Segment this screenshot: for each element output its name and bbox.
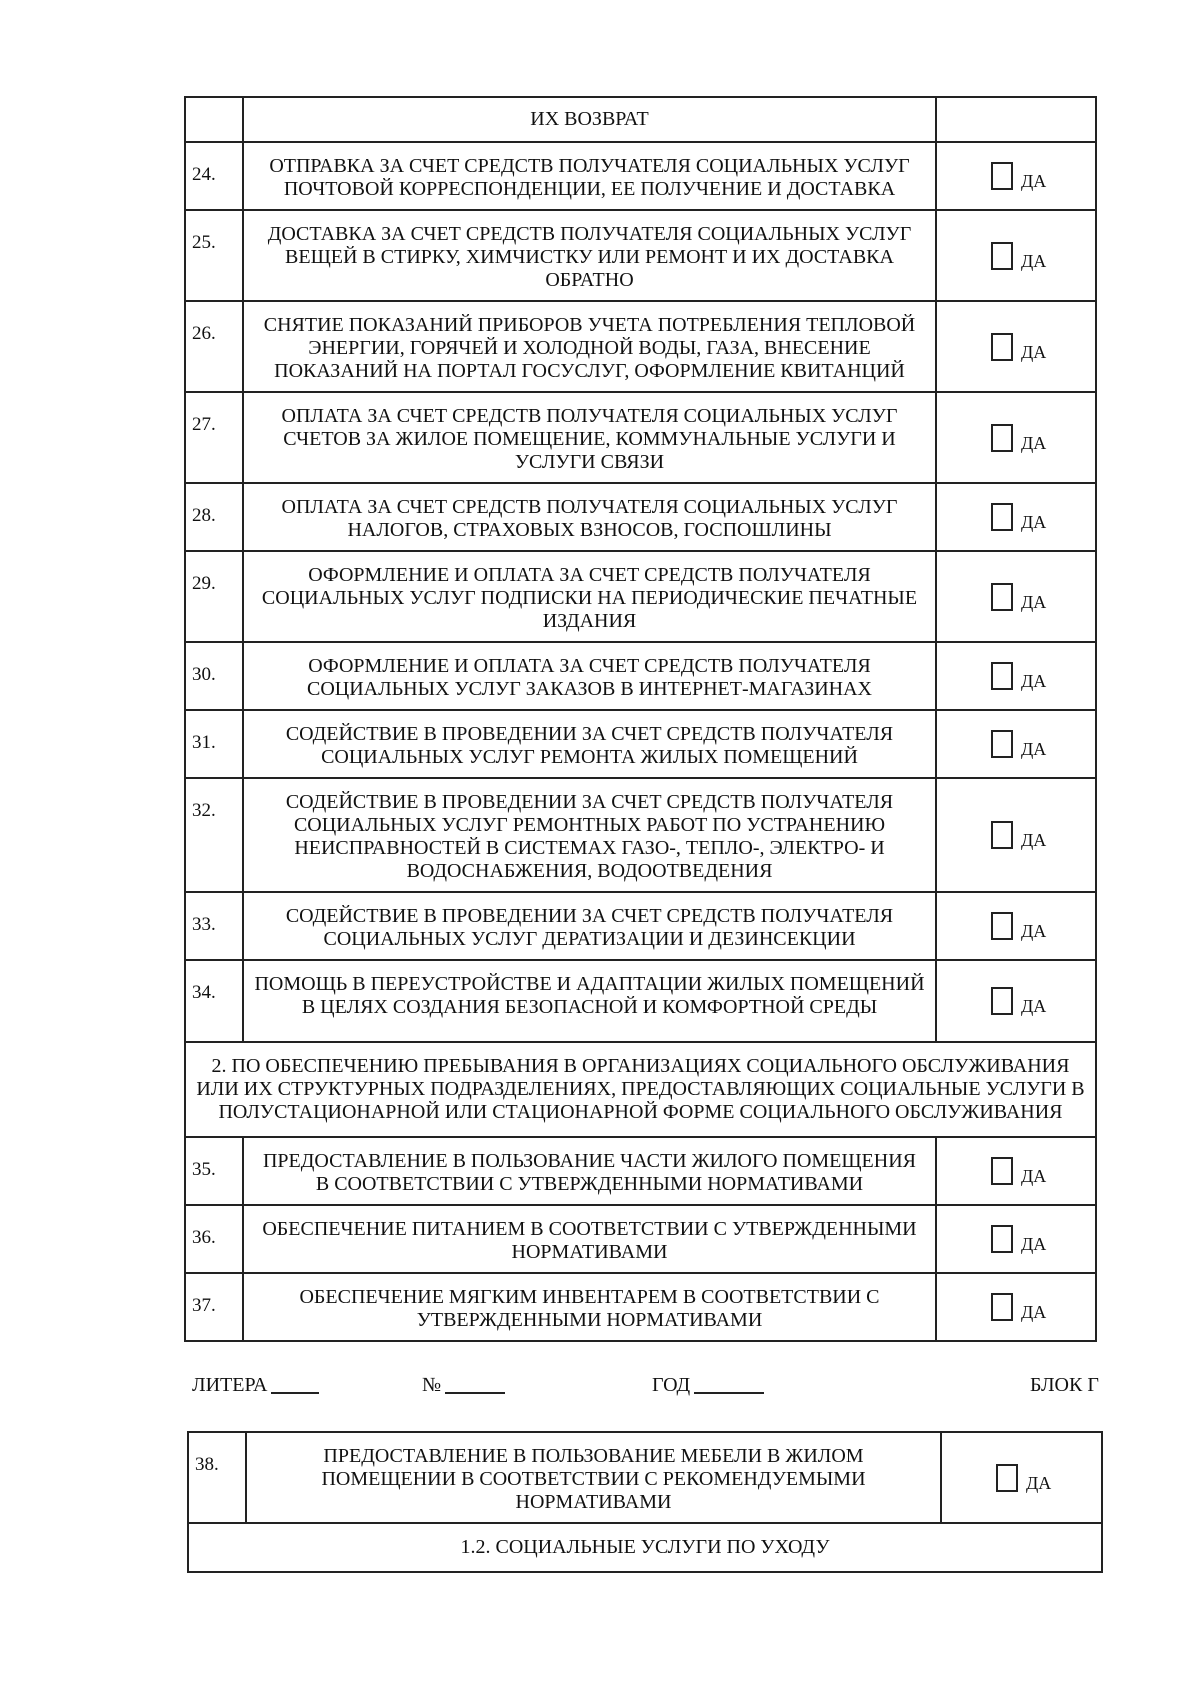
service-description: ОБЕСПЕЧЕНИЕ МЯГКИМ ИНВЕНТАРЕМ В СООТВЕТСТВИИ С УТВЕРЖДЕННЫМИ НОРМАТИВАМИ — [243, 1273, 936, 1341]
answer-cell — [936, 1273, 1096, 1341]
answer-cell — [936, 392, 1096, 483]
table-row — [185, 778, 1096, 892]
table-row — [188, 1432, 1102, 1523]
service-description: СОДЕЙСТВИЕ В ПРОВЕДЕНИИ ЗА СЧЕТ СРЕДСТВ ПОЛУЧАТЕЛЯ СОЦИАЛЬНЫХ УСЛУГ РЕМОНТА ЖИЛЫХ ПОМЕЩЕНИЙ — [243, 710, 936, 778]
yes-label: ДА — [1021, 512, 1047, 532]
litera-field[interactable] — [192, 1374, 267, 1397]
service-description: ОБЕСПЕЧЕНИЕ ПИТАНИЕМ В СООТВЕТСТВИИ С УТВЕРЖДЕННЫМИ НОРМАТИВАМИ — [243, 1205, 936, 1273]
service-description: ОПЛАТА ЗА СЧЕТ СРЕДСТВ ПОЛУЧАТЕЛЯ СОЦИАЛЬНЫХ УСЛУГ НАЛОГОВ, СТРАХОВЫХ ВЗНОСОВ, ГОСПОШЛИНЫ — [243, 483, 936, 551]
yes-checkbox[interactable] — [991, 424, 1013, 452]
yes-option[interactable] — [937, 242, 1095, 270]
row-number: 37. — [185, 1273, 243, 1341]
table-row — [185, 1205, 1096, 1273]
yes-label: ДА — [1021, 1166, 1047, 1186]
yes-option[interactable] — [937, 424, 1095, 452]
service-description: ПРЕДОСТАВЛЕНИЕ В ПОЛЬЗОВАНИЕ МЕБЕЛИ В ЖИЛОМ ПОМЕЩЕНИИ В СООТВЕТСТВИИ С РЕКОМЕНДУЕМЫМИ НОРМАТИВАМИ — [246, 1432, 941, 1523]
table-row — [185, 960, 1096, 1042]
litera-label: ЛИТЕРА — [192, 1374, 268, 1396]
yes-label: ДА — [1021, 921, 1047, 941]
service-description: СОДЕЙСТВИЕ В ПРОВЕДЕНИИ ЗА СЧЕТ СРЕДСТВ ПОЛУЧАТЕЛЯ СОЦИАЛЬНЫХ УСЛУГ РЕМОНТНЫХ РАБОТ ПО УСТРАНЕНИЮ НЕИСПРАВНОСТЕЙ В СИСТЕМАХ ГАЗО-, ТЕПЛО-, ЭЛЕКТРО- И ВОДОСНАБЖЕНИЯ, ВОДООТВЕДЕНИЯ — [243, 778, 936, 892]
service-description: СНЯТИЕ ПОКАЗАНИЙ ПРИБОРОВ УЧЕТА ПОТРЕБЛЕНИЯ ТЕПЛОВОЙ ЭНЕРГИИ, ГОРЯЧЕЙ И ХОЛОДНОЙ ВОДЫ, ГАЗА, ВНЕСЕНИЕ ПОКАЗАНИЙ НА ПОРТАЛ ГОСУСЛУГ, ОФОРМЛЕНИЕ КВИТАНЦИЙ — [243, 301, 936, 392]
yes-option[interactable] — [937, 1293, 1095, 1321]
row-number: 30. — [185, 642, 243, 710]
yes-checkbox[interactable] — [991, 730, 1013, 758]
yes-label: ДА — [1021, 671, 1047, 691]
section-heading: 2. ПО ОБЕСПЕЧЕНИЮ ПРЕБЫВАНИЯ В ОРГАНИЗАЦИЯХ СОЦИАЛЬНОГО ОБСЛУЖИВАНИЯ ИЛИ ИХ СТРУКТУРНЫХ ПОДРАЗДЕЛЕНИЯХ, ПРЕДОСТАВЛЯЮЩИХ СОЦИАЛЬНЫЕ УСЛУГИ В ПОЛУСТАЦИОНАРНОЙ ИЛИ СТАЦИОНАРНОЙ ФОРМЕ СОЦИАЛЬНОГО ОБСЛУЖИВАНИЯ — [185, 1042, 1096, 1137]
yes-checkbox[interactable] — [991, 821, 1013, 849]
row-number: 38. — [188, 1432, 246, 1523]
yes-label: ДА — [1021, 830, 1047, 850]
service-description: ПРЕДОСТАВЛЕНИЕ В ПОЛЬЗОВАНИЕ ЧАСТИ ЖИЛОГО ПОМЕЩЕНИЯ В СООТВЕТСТВИИ С УТВЕРЖДЕННЫМИ НОРМАТИВАМИ — [243, 1137, 936, 1205]
row-number: 25. — [185, 210, 243, 301]
year-label: ГОД — [652, 1374, 691, 1396]
yes-option[interactable] — [942, 1464, 1101, 1492]
yes-option[interactable] — [937, 821, 1095, 849]
table-row — [185, 1137, 1096, 1205]
yes-checkbox[interactable] — [991, 1225, 1013, 1253]
row-number: 32. — [185, 778, 243, 892]
yes-checkbox[interactable] — [996, 1464, 1018, 1492]
service-description: ДОСТАВКА ЗА СЧЕТ СРЕДСТВ ПОЛУЧАТЕЛЯ СОЦИАЛЬНЫХ УСЛУГ ВЕЩЕЙ В СТИРКУ, ХИМЧИСТКУ ИЛИ РЕМОНТ И ИХ ДОСТАВКА ОБРАТНО — [243, 210, 936, 301]
yes-label: ДА — [1021, 250, 1047, 271]
yes-checkbox[interactable] — [991, 583, 1013, 611]
yes-label: ДА — [1021, 432, 1047, 453]
block-info-line — [192, 1374, 1102, 1404]
yes-checkbox[interactable] — [991, 1293, 1013, 1321]
service-description: ОФОРМЛЕНИЕ И ОПЛАТА ЗА СЧЕТ СРЕДСТВ ПОЛУЧАТЕЛЯ СОЦИАЛЬНЫХ УСЛУГ ПОДПИСКИ НА ПЕРИОДИЧЕСКИЕ ПЕЧАТНЫЕ ИЗДАНИЯ — [243, 551, 936, 642]
table-row — [185, 392, 1096, 483]
service-description: ОПЛАТА ЗА СЧЕТ СРЕДСТВ ПОЛУЧАТЕЛЯ СОЦИАЛЬНЫХ УСЛУГ СЧЕТОВ ЗА ЖИЛОЕ ПОМЕЩЕНИЕ, КОММУНАЛЬНЫЕ УСЛУГИ И УСЛУГИ СВЯЗИ — [243, 392, 936, 483]
number-field[interactable] — [422, 1374, 441, 1397]
yes-label: ДА — [1021, 341, 1047, 362]
section-heading: 1.2. СОЦИАЛЬНЫЕ УСЛУГИ ПО УХОДУ — [188, 1523, 1102, 1572]
number-label: № — [422, 1374, 442, 1396]
yes-option[interactable] — [937, 730, 1095, 758]
yes-label: ДА — [1021, 739, 1047, 759]
block-label: БЛОК Г — [1030, 1374, 1099, 1396]
table-row — [185, 1273, 1096, 1341]
answer-cell — [936, 210, 1096, 301]
yes-option[interactable] — [937, 1225, 1095, 1253]
table-row — [185, 892, 1096, 960]
yes-checkbox[interactable] — [991, 912, 1013, 940]
answer-cell — [936, 710, 1096, 778]
table-row — [185, 642, 1096, 710]
service-description: СОДЕЙСТВИЕ В ПРОВЕДЕНИИ ЗА СЧЕТ СРЕДСТВ ПОЛУЧАТЕЛЯ СОЦИАЛЬНЫХ УСЛУГ ДЕРАТИЗАЦИИ И ДЕЗИНСЕКЦИИ — [243, 892, 936, 960]
section-heading-row — [185, 1042, 1096, 1137]
row-number: 35. — [185, 1137, 243, 1205]
yes-option[interactable] — [937, 583, 1095, 611]
yes-option[interactable] — [937, 912, 1095, 940]
row-number: 28. — [185, 483, 243, 551]
yes-label: ДА — [1021, 171, 1047, 191]
yes-option[interactable] — [937, 333, 1095, 361]
row-number: 29. — [185, 551, 243, 642]
yes-option[interactable] — [937, 1157, 1095, 1185]
services-table-second — [187, 1431, 1103, 1573]
table-header-row — [185, 97, 1096, 142]
service-description: ОТПРАВКА ЗА СЧЕТ СРЕДСТВ ПОЛУЧАТЕЛЯ СОЦИАЛЬНЫХ УСЛУГ ПОЧТОВОЙ КОРРЕСПОНДЕНЦИИ, ЕЕ ПОЛУЧЕНИЕ И ДОСТАВКА — [243, 142, 936, 210]
yes-option[interactable] — [937, 162, 1095, 190]
service-description: ОФОРМЛЕНИЕ И ОПЛАТА ЗА СЧЕТ СРЕДСТВ ПОЛУЧАТЕЛЯ СОЦИАЛЬНЫХ УСЛУГ ЗАКАЗОВ В ИНТЕРНЕТ-МАГАЗИНАХ — [243, 642, 936, 710]
row-number: 24. — [185, 142, 243, 210]
table-row — [185, 301, 1096, 392]
yes-label: ДА — [1021, 591, 1047, 612]
yes-option[interactable] — [937, 987, 1095, 1015]
yes-checkbox[interactable] — [991, 503, 1013, 531]
table-row — [185, 210, 1096, 301]
answer-cell — [936, 551, 1096, 642]
yes-label: ДА — [1021, 1234, 1047, 1254]
header-check-cell — [936, 97, 1096, 142]
services-table-main — [184, 96, 1097, 1342]
yes-checkbox[interactable] — [991, 662, 1013, 690]
answer-cell — [936, 642, 1096, 710]
table-row — [185, 142, 1096, 210]
answer-cell — [936, 301, 1096, 392]
header-num-cell — [185, 97, 243, 142]
answer-cell — [936, 892, 1096, 960]
row-number: 33. — [185, 892, 243, 960]
yes-option[interactable] — [937, 503, 1095, 531]
row-number: 36. — [185, 1205, 243, 1273]
section-heading-row — [188, 1523, 1102, 1572]
service-description: ПОМОЩЬ В ПЕРЕУСТРОЙСТВЕ И АДАПТАЦИИ ЖИЛЫХ ПОМЕЩЕНИЙ В ЦЕЛЯХ СОЗДАНИЯ БЕЗОПАСНОЙ И КОМФОРТНОЙ СРЕДЫ — [243, 960, 936, 1042]
table-row — [185, 483, 1096, 551]
row-number: 34. — [185, 960, 243, 1042]
header-text-cell: ИХ ВОЗВРАТ — [243, 97, 936, 142]
answer-cell — [936, 960, 1096, 1042]
yes-checkbox[interactable] — [991, 333, 1013, 361]
answer-cell — [936, 778, 1096, 892]
yes-checkbox[interactable] — [991, 987, 1013, 1015]
yes-label: ДА — [1021, 996, 1047, 1016]
year-field[interactable] — [652, 1374, 690, 1397]
table-row — [185, 710, 1096, 778]
row-number: 31. — [185, 710, 243, 778]
answer-cell — [936, 1137, 1096, 1205]
yes-checkbox[interactable] — [991, 1157, 1013, 1185]
table-row — [185, 551, 1096, 642]
answer-cell — [941, 1432, 1102, 1523]
row-number: 27. — [185, 392, 243, 483]
yes-label: ДА — [1026, 1472, 1052, 1493]
answer-cell — [936, 483, 1096, 551]
yes-checkbox[interactable] — [991, 162, 1013, 190]
yes-option[interactable] — [937, 662, 1095, 690]
answer-cell — [936, 142, 1096, 210]
answer-cell — [936, 1205, 1096, 1273]
yes-checkbox[interactable] — [991, 242, 1013, 270]
row-number: 26. — [185, 301, 243, 392]
yes-label: ДА — [1021, 1302, 1047, 1322]
